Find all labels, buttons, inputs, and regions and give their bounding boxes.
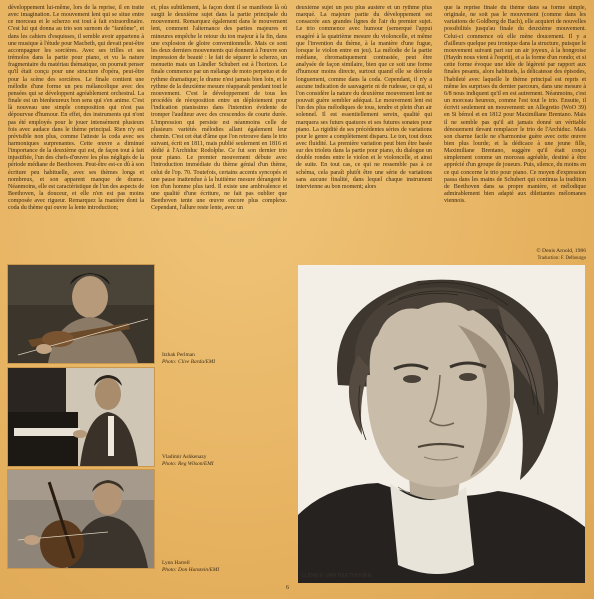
translation-line: Traduction: F. Delbourgo <box>537 256 586 261</box>
photo-credit: Photo: Don Hunstein/EMI <box>162 567 220 573</box>
column-text: deuxième sujet un peu plus austère et un rythme plus marqué. La majeure partie du développement est consacrée aux grandes lignes de l'air du premier sujet. Le trio commence avec humour (semerqué l'appui exagéré à la quatrième mesure du violoncelle, et même que l'invention du thème, à la manière d'une fugue, lorsque le violon entre en jeu). La mélodie de la partie médiane, chromatiquement contrastée, peut être analysée de façon similaire, bien que ce soit une forme d'humour moins directe, surtout quand elle se déroule longuement, comme dans la coda. Cependant, il n'y a aucune indication de sauvagerie ni de rudesse, ce qui, si l'on considère la nature du deuxième mouvement lent ne pouvait guère sembler adéquat. Le mouvement lent est l'un des plus mélodiques de tous, tendre et plein d'un air solennel. Il est essentiellement serein, qualité qui marquera ses futurs quatuors et ses futures sonates pour piano. La rigidité de ses précédentes séries de variations pour le genre a complètement disparu. Le ton, tout doux avec fluidité. La première variation peut bien être basée sur des triolets dans la partie pour piano, du dialogue un double rondes entre le violon et le violoncelle, et ainsi de suite. En tout cas, ce qui ne ressemble pas à ce schéma, cela paraît plutôt être une série de variations sans aucune finalité, dans lequel chaque instrument intervienne au bon moment; alors <box>296 5 432 190</box>
text-column-4 <box>444 5 586 241</box>
photo-credit: Photo: Clive Barda/EMI <box>162 359 216 365</box>
portrait-caption: LUDWIG VAN BEETHOVEN <box>302 573 372 579</box>
harrell-photo-image <box>8 470 154 568</box>
caption-harrell <box>162 560 219 574</box>
perlman-photo-image <box>8 265 154 363</box>
text-column-2 <box>151 5 287 213</box>
page-number: 6 <box>286 585 289 591</box>
photo-subject: Lynn Harrell <box>162 560 190 566</box>
text-column-1 <box>8 5 144 213</box>
photo-ashkenazy <box>8 368 154 466</box>
author-credit <box>508 248 586 262</box>
beethoven-engraving <box>298 265 585 583</box>
caption-perlman <box>162 352 215 366</box>
photo-subject: Itzhak Perlman <box>162 352 195 358</box>
caption-ashkenazy <box>162 454 214 468</box>
copyright-line: © Denis Arnold, 1986 <box>536 248 586 254</box>
column-text: et, plus subtilement, la façon dont il se manifeste là où surgit le deuxième sujet dans la partie principale du mouvement. Remarquez également dans le mouvement lent, comment l'alternance des parties majeures et mineures empêche le retour du ton majeur à la fin, dans une explosion de gloire conventionnelle. Mais ce sont les deux derniers mouvements qui donnent à l'œuvre son impression de beauté : le fait de séparer le scherzo, un menuetto mais un Ländler Schubert est à l'horizon. Le finale commence par un mélange de moto perpetuo et de rythme dramatique; le drame n'est jamais bien loin, et le rythme de la deuxième mesure réapparaît pendant tout le mouvement. C'est le développement de tous les procédés de réexposition entre un déploiement pour l'indication pianissimo dans l'intention évidente de tromper l'auditeur avec des crescendos de courte durée. L'impression qui persiste est néanmoins celle de plusieurs variétés mélodies allant également leur chemin. C'est cet état d'âme que l'on retrouve dans le trio suivant, écrit en 1811, mais publié seulement en 1816 et dédié à l'Archiduc Rodolphe. Ce fut son dernier trio pour piano. Le premier mouvement débute avec l'introduction immédiate du thème génial d'un thème, celui de l'op. 70. Toutefois, certains accents syncopés et une pause inattendue à la huitième mesure dérangent le ton d'un homme plus tard. Il existe une ambivalence et une qualité d'une écriture, ne fait pas oublier que Beethoven tente une œuvre encore plus complexe. Cependant, l'allure reste lente, avec un <box>151 5 287 212</box>
column-text: développement lui-même, lors de la reprise, il en traite avec imagination. Le mouvement lent qui se situe entre ce morceau et le scherzo est tout à fait extraordinaire. C'est lui qui donna au trio son surnom de "fantôme", et dans les cahiers d'esquisses, il semble avoir appartenu à une musique à l'étude pour Macbeth, qui devait peut-être accompagner les sorcières. Avec ses trilles et ses trémolos dans la partie pour piano, et vu la nature fragmentaire du matériau thématique, on pourrait penser qu'il était conçu pour une structure d'opéra, peut-être pour la scène des sorcières. Le finale contient une mélodie d'une forme un peu mélancolique avec des pensées qui se développent agréablement orchestral. La finale est un bienheureux bon sens qui s'en anime. C'est là nouveau une simple composition qui n'est pas dépourvue d'humour. En effet, des instruments qui n'ont pas été employés pour le jouer intensément plusieurs fois avec audace dans le thème principal. Rien n'y est prévisible non plus, comme l'atteste la coda avec ses harmoniques surprenantes. Cette œuvre a diminué l'importance de la deuxième qui est, de façon tout à fait injustifiée, l'un des chefs-d'œuvre les plus négligés de la période médiane de Beethoven. Peut-être est-ce dû à son écriture peu habituelle, avec ses thèmes longs et nombreux, et son apparent manque de drame. Néanmoins, elle est caractéristique de l'un des aspects de Beethoven, la douceur, et elle n'en est pas moins composée avec rigueur. Remarquez la manière dont la coda du thème qui ouvre la lente introduction; <box>8 5 144 212</box>
photo-perlman <box>8 265 154 363</box>
photo-credit: Photo: Reg Wilson/EMI <box>162 461 214 467</box>
photo-subject: Vladimir Ashkenazy <box>162 454 207 460</box>
text-column-3 <box>296 5 432 267</box>
column-text: que la reprise finale du thème dans sa forme simple, originale, ne soit pas le mouvement (comme dans les variations de Goldberg de Bach), elle acquiert de nouvelles possibilités jusqu'au finale du deuxième mouvement. Celui-ci commence où elle mène doucement. Il y a d'ailleurs quelque peu ironique dans la structure, puisque le mouvement suivant part sur un air joyeux, à la hongroise (Haydn nous vient à l'esprit), et a la forme d'un rondo; et si cette forme évoque une idée de légèreté par rapport aux finales pesants, alors habituels, la délicatesse des épisodes, l'habileté avec laquelle le thème principal est repris et même les surprises du dernier parcours, dans une mesure à 6/8 nous indiquent qu'il en est autrement. Néanmoins, c'est un morceau heureux, comme l'est tout le trio. Ensuite, il écrivit seulement un mouvement: un Allegretto (WoO 39) en Si bémol et en 1812 pour Maximiliane Brentano. Mais il ne semble pas qu'il ait jamais donné un véritable dénouement devant remplacer le trio de l'Archiduc. Mais son charme facile ne s'harmonise guère avec cette œuvre bien plus lourde; et la dédicace à une jeune fille, Maximiliane Brentano, suggère qu'il était conçu simplement comme un morceau agréable, destiné à être apprécié d'un groupe de joueurs. Puis, silence, du moins en ce qui concerne le trio pour piano. Ce moyen d'expression passa dans les mains de Schubert qui continua la tradition de Beethoven dans sa propre manière, et mélodique admirablement bien adapté aux dilettantes mélomanes viennois. <box>444 5 586 205</box>
photo-harrell <box>8 470 154 568</box>
beethoven-portrait <box>298 265 585 583</box>
ashkenazy-photo-image <box>8 368 154 466</box>
